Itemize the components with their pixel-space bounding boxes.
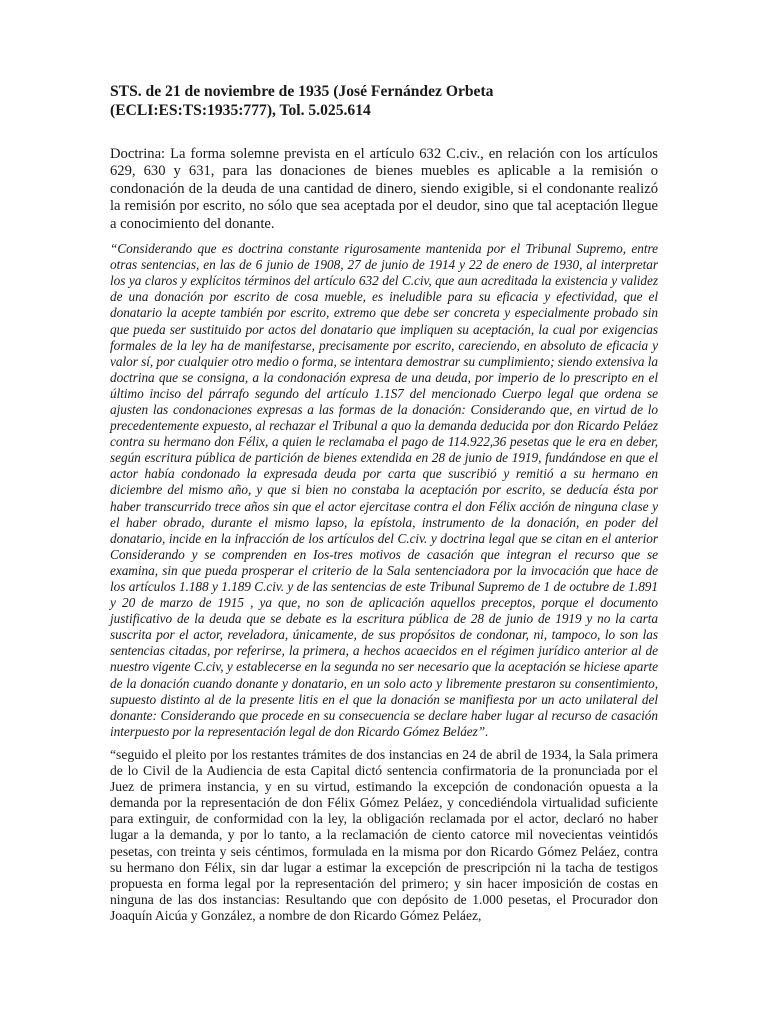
quoted-considerando: “Considerando que es doctrina constante rigurosamente mantenida por el Tribunal Supremo, entre otras sentencias, en las de 6 junio de 1908, 27 de junio de 1914 y 22 de enero de 1930, al interpretar los ya claros y explícitos términos del artículo 632 del C.civ, que aun acreditada la existencia y validez de una donación por escrito de cosa mueble, es ineludible para su eficacia y efectividad, que el donatario la acepte también por escrito, extremo que debe ser concreta y especialmente probado sin que pueda ser sustituido por actos del donatario que impliquen su aceptación, la cual por exigencias formales de la ley ha de manifestarse, precisamente por escrito, careciendo, en absoluto de eficacia y valor sí, por cualquier otro medio o forma, se intentara demostrar su cumplimiento; siendo extensiva la doctrina que se consigna, a la condonación expresa de una deuda, por imperio de lo prescripto en el último inciso del párrafo segundo del artículo 1.1S7 del mencionado Cuerpo legal que ordena se ajusten las condonaciones expresas a las formas de la donación: Considerando que, en virtud de lo precedentemente expuesto, al rechazar el Tribunal a quo la demanda deducida por don Ricardo Peláez contra su hermano don Félix, a quien le reclamaba el pago de 114.922,36 pesetas que le era en deber, según escritura pública de partición de bienes extendida en 28 de junio de 1919, fundándose en que el actor había condonado la expresada deuda por carta que suscribió y remitió a su hermano en diciembre del mismo año, y que si bien no constaba la aceptación por escrito, se deducía ésta por haber transcurrido trece años sin que el actor ejercitase contra el don Félix acción de ninguna clase y el haber obrado, durante el mismo lapso, la epístola, instrumento de la donación, en poder del donatario, incide en la infracción de los artículos del C.civ. y doctrina legal que se citan en el anterior Considerando y se comprenden en Ios-tres motivos de casación que integran el recurso que se examina, sin que pueda prosperar el criterio de la Sala sentenciadora por la invocación que hace de los artículos 1.188 y 1.189 C.civ. y de las sentencias de este Tribunal Supremo de 1 de octubre de 1.891 y 20 de marzo de 1915 , ya que, no son de aplicación aquellos preceptos, porque el documento justificativo de la deuda que se debate es la escritura pública de 28 de junio de 1919 y no la carta suscrita por el actor, reveladora, únicamente, de sus propósitos de condonar, ni, tampoco, lo son las sentencias citadas, por referirse, la primera, a hechos acaecidos en el régimen jurídico anterior al de nuestro vigente C.civ, y establecerse en la segunda no ser necesario que la aceptación se hiciese aparte de la donación cuando donante y donatario, en un solo acto y libremente prestaron su consentimiento, supuesto distinto al de la presente litis en el que la donación se manifiesta por un acto unilateral del donante: Considerando que procede en su consecuencia se declare haber lugar al recurso de casación interpuesto por la representación legal de don Ricardo Gómez Beláez”. (110, 241, 658, 739)
document-content (110, 82, 658, 924)
body-paragraph: “seguido el pleito por los restantes trámites de dos instancias en 24 de abril de 1934, la Sala primera de lo Civil de la Audiencia de esta Capital dictó sentencia confirmatoria de la pronunciada por el Juez de primera instancia, y en su virtud, estimando la excepción de condonación opuesta a la demanda por la representación de don Félix Gómez Peláez, y concediéndola virtualidad suficiente para extinguir, de conformidad con la ley, la obligación reclamada por el actor, declaró no haber lugar a la demanda, y por lo tanto, a la reclamación de ciento catorce mil novecientas veintidós pesetas, con treinta y seis céntimos, formulada en la misma por don Ricardo Gómez Peláez, contra su hermano don Félix, sin dar lugar a estimar la excepción de prescripción ni la tacha de testigos propuesta en forma legal por la representación del primero; y sin hacer imposición de costas en ninguna de las dos instancias: Resultando que con depósito de 1.000 pesetas, el Procurador don Joaquín Aicúa y González, a nombre de don Ricardo Gómez Peláez, (110, 746, 658, 923)
document-title: STS. de 21 de noviembre de 1935 (José Fernández Orbeta (ECLI:ES:TS:1935:777), Tol. 5.025.614 (110, 83, 494, 119)
doctrina-paragraph: Doctrina: La forma solemne prevista en el artículo 632 C.civ., en relación con los artículos 629, 630 y 631, para las donaciones de bienes muebles es aplicable a la remisión o condonación de la deuda de una cantidad de dinero, siendo exigible, si el condonante realizó la remisión por escrito, no sólo que sea aceptada por el deudor, sino que tal aceptación llegue a conocimiento del donante. (110, 146, 658, 232)
